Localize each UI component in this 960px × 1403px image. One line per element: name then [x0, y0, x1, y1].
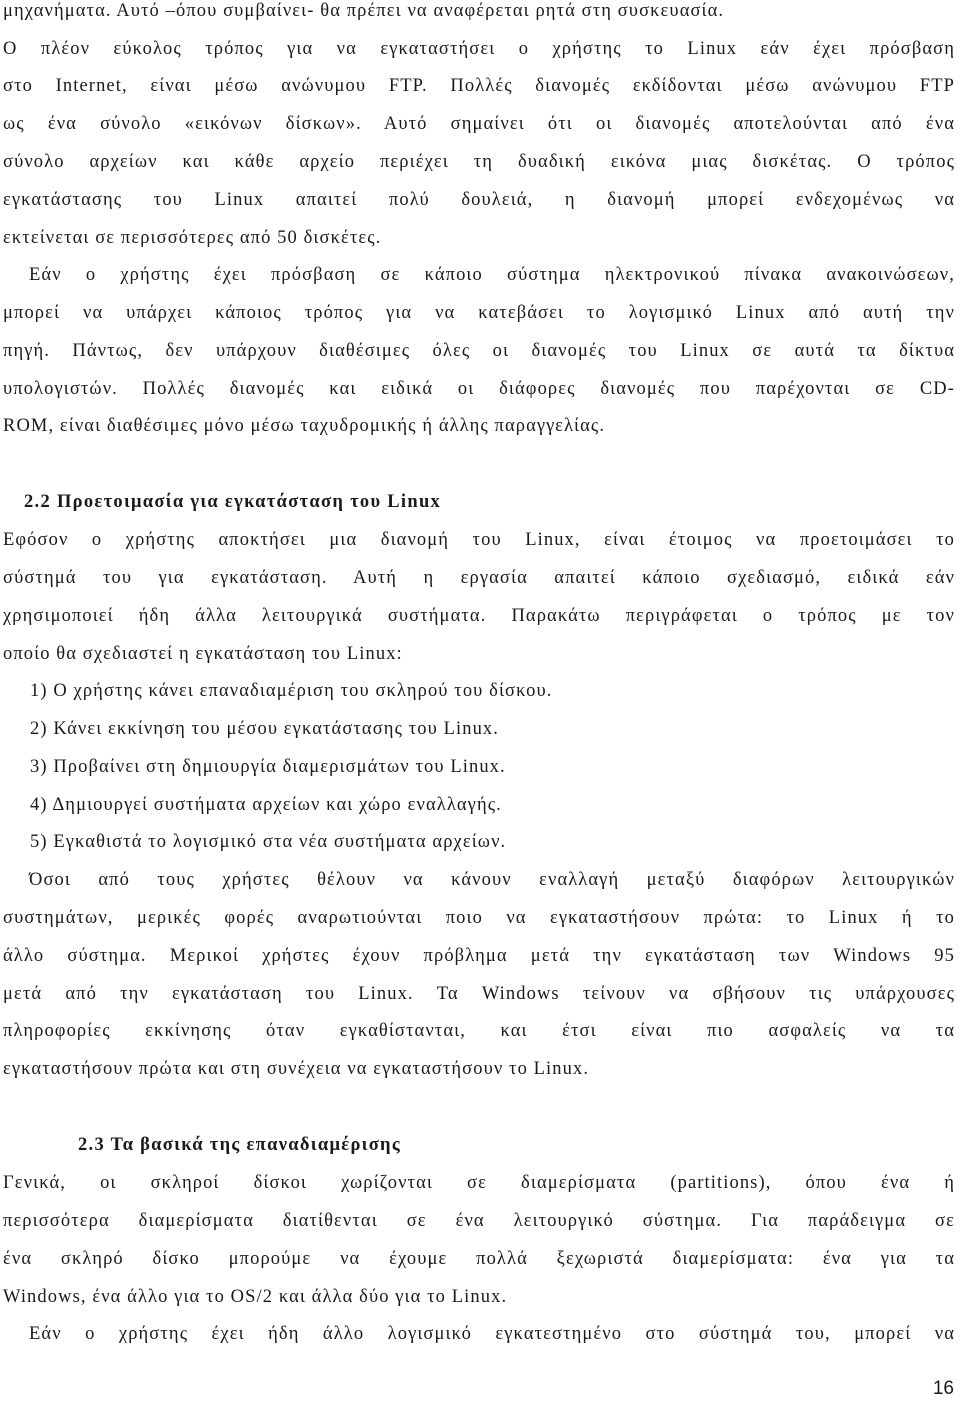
paragraph-line: περισσότερα διαμερίσματα διατίθενται σε ένα λειτουργικό σύστημα. Για παράδειγμα σε [3, 1211, 955, 1231]
paragraph-line: εκτείνεται σε περισσότερες από 50 δισκέτες. [3, 228, 382, 248]
paragraph-line: Windows, ένα άλλο για το OS/2 και άλλα δύο για το Linux. [3, 1287, 508, 1307]
paragraph-line: ένα σκληρό δίσκο μπορούμε να έχουμε πολλά ξεχωριστά διαμερίσματα: ένα για τα [3, 1249, 955, 1269]
page-number: 16 [932, 1378, 954, 1399]
paragraph-line: άλλο σύστημα. Μερικοί χρήστες έχουν πρόβλημα μετά την εγκατάσταση των Windows 95 [3, 946, 955, 966]
list-item: 3) Προβαίνει στη δημιουργία διαμερισμάτων του Linux. [30, 757, 506, 777]
paragraph-line: οποίο θα σχεδιαστεί η εγκατάσταση του Linux: [3, 644, 403, 664]
paragraph-line: μετά από την εγκατάσταση του Linux. Τα Windows τείνουν να σβήσουν τις υπάρχουσες [3, 984, 955, 1004]
list-item: 5) Εγκαθιστά το λογισμικό στα νέα συστήματα αρχείων. [30, 832, 507, 852]
paragraph-line: σύνολο αρχείων και κάθε αρχείο περιέχει τη δυαδική εικόνα μιας δισκέτας. Ο τρόπος [3, 152, 955, 172]
paragraph-line: Όσοι από τους χρήστες θέλουν να κάνουν εναλλαγή μεταξύ διαφόρων λειτουργικών [29, 870, 955, 890]
list-item: 1) Ο χρήστης κάνει επαναδιαμέριση του σκληρού του δίσκου. [30, 681, 553, 701]
document-page [3, 0, 955, 1403]
paragraph-line: συστημάτων, μερικές φορές αναρωτιούνται ποιο να εγκαταστήσουν πρώτα: το Linux ή το [3, 908, 955, 928]
paragraph-line: στο Internet, είναι μέσω ανώνυμου FTP. Πολλές διανομές εκδίδονται μέσω ανώνυμου FTP [3, 76, 955, 96]
paragraph-line: μπορεί να υπάρχει κάποιος τρόπος για να κατεβάσει το λογισμικό Linux από αυτή την [3, 303, 955, 323]
paragraph-line: υπολογιστών. Πολλές διανομές και ειδικά οι διάφορες διανομές που παρέχονται σε CD- [3, 379, 955, 399]
paragraph-line: ROM, είναι διαθέσιμες μόνο μέσω ταχυδρομικής ή άλλης παραγγελίας. [3, 416, 606, 436]
paragraph-line: πληροφορίες εκκίνησης όταν εγκαθίστανται, και έτσι είναι πιο ασφαλείς να τα [3, 1021, 955, 1041]
paragraph-line: Εάν ο χρήστης έχει ήδη άλλο λογισμικό εγκατεστημένο στο σύστημά του, μπορεί να [29, 1324, 955, 1344]
list-item: 4) Δημιουργεί συστήματα αρχείων και χώρο εναλλαγής. [30, 795, 502, 815]
paragraph-line: πηγή. Πάντως, δεν υπάρχουν διαθέσιμες όλες οι διανομές του Linux σε αυτά τα δίκτυα [3, 341, 955, 361]
paragraph-line: χρησιμοποιεί ήδη άλλα λειτουργικά συστήματα. Παρακάτω περιγράφεται ο τρόπος με τον [3, 606, 955, 626]
section-heading-2-2: 2.2 Προετοιμασία για εγκατάσταση του Linux [24, 492, 442, 512]
paragraph-line: Εάν ο χρήστης έχει πρόσβαση σε κάποιο σύστημα ηλεκτρονικού πίνακα ανακοινώσεων, [29, 265, 955, 285]
paragraph-line: μηχανήματα. Αυτό –όπου συμβαίνει- θα πρέπει να αναφέρεται ρητά στη συσκευασία. [3, 1, 725, 21]
paragraph-line: σύστημά του για εγκατάσταση. Αυτή η εργασία απαιτεί κάποιο σχεδιασμό, ειδικά εάν [3, 568, 955, 588]
section-heading-2-3: 2.3 Τα βασικά της επαναδιαμέρισης [78, 1135, 401, 1155]
paragraph-line: εγκαταστήσουν πρώτα και στη συνέχεια να εγκαταστήσουν το Linux. [3, 1059, 590, 1079]
paragraph-line: ως ένα σύνολο «εικόνων δίσκων». Αυτό σημαίνει ότι οι διανομές αποτελούνται από ένα [3, 114, 955, 134]
list-item: 2) Κάνει εκκίνηση του μέσου εγκατάστασης του Linux. [30, 719, 500, 739]
paragraph-line: εγκατάστασης του Linux απαιτεί πολύ δουλειά, η διανομή μπορεί ενδεχομένως να [3, 190, 955, 210]
paragraph-line: Εφόσον ο χρήστης αποκτήσει μια διανομή του Linux, είναι έτοιμος να προετοιμάσει το [3, 530, 955, 550]
paragraph-line: Ο πλέον εύκολος τρόπος για να εγκαταστήσει ο χρήστης το Linux εάν έχει πρόσβαση [3, 39, 955, 59]
paragraph-line: Γενικά, οι σκληροί δίσκοι χωρίζονται σε διαμερίσματα (partitions), όπου ένα ή [3, 1173, 955, 1193]
